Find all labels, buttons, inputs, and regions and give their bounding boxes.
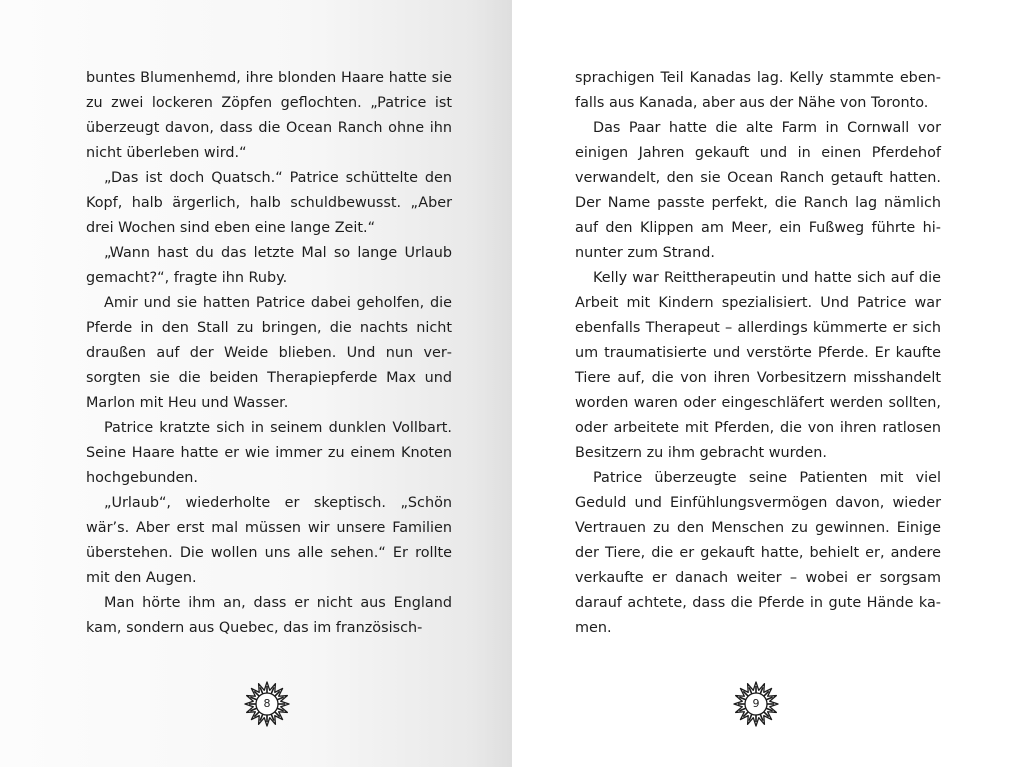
- paragraph: Patrice überzeugte seine Patienten mit viel Geduld und Einfühlungsvermögen davon, wieder Vertrauen zu den Menschen zu gewinnen. Einige der Tiere, die er gekauft hatte, behielt er, andere verkaufte er danach weiter – wobei er sorgsam darauf achtete, dass die Pferde in gute Hände kamen.: [575, 470, 941, 636]
- page-number-label: 8: [263, 697, 271, 710]
- paragraph: „Urlaub“, wiederholte er skeptisch. „Schön wär’s. Aber erst mal müssen wir unsere Familien überstehen. Die wollen uns alle sehen.“ Er rollte mit den Augen.: [86, 495, 452, 586]
- paragraph: sprachigen Teil Kanadas lag. Kelly stammte ebenfalls aus Kanada, aber aus der Nähe von Toronto.: [575, 70, 941, 111]
- right-page-text: [575, 66, 941, 641]
- paragraph: „Das ist doch Quatsch.“ Patrice schüttelte den Kopf, halb ärgerlich, halb schuldbewusst. „Aber drei Wochen sind eben eine lange Zeit.“: [86, 170, 452, 236]
- paragraph: Man hörte ihm an, dass er nicht aus England kam, sondern aus Quebec, das im französisch-: [86, 595, 452, 636]
- paragraph: „Wann hast du das letzte Mal so lange Urlaub gemacht?“, fragte ihn Ruby.: [86, 245, 452, 286]
- page-number-right: [733, 681, 779, 727]
- paragraph: Patrice kratzte sich in seinem dunklen Vollbart. Seine Haare hatte er wie immer zu einem Knoten hochgebunden.: [86, 420, 452, 486]
- page-number-left: [244, 681, 290, 727]
- right-page: [512, 0, 1024, 767]
- left-page-text: [86, 66, 452, 641]
- paragraph: Kelly war Reittherapeutin und hatte sich auf die Arbeit mit Kindern spezialisiert. Und Patrice war ebenfalls Therapeut – allerdings kümmerte er sich um traumatisierte und verstörte Pferde. Er kaufte Tiere auf, die von ihren Vorbesitzern misshandelt worden waren oder eingeschläfert werden sollten, oder arbeitete mit Pferden, die von ihren ratlosen Besitzern zu ihm gebracht wurden.: [575, 270, 941, 461]
- paragraph: Amir und sie hatten Patrice dabei geholfen, die Pferde in den Stall zu bringen, die nachts nicht draußen auf der Weide blieben. Und nun versorgten sie die beiden Therapiepferde Max und Marlon mit Heu und Wasser.: [86, 295, 452, 411]
- paragraph: Das Paar hatte die alte Farm in Cornwall vor einigen Jahren gekauft und in einen Pferdehof verwandelt, den sie Ocean Ranch getauft hatten. Der Name passte perfekt, die Ranch lag nämlich auf den Klippen am Meer, ein Fußweg führte hinunter zum Strand.: [575, 120, 941, 261]
- page-number-label: 9: [752, 697, 760, 710]
- paragraph: buntes Blumenhemd, ihre blonden Haare hatte sie zu zwei lockeren Zöpfen geflochten. „Patrice ist überzeugt davon, dass die Ocean Ranch ohne ihn nicht überleben wird.“: [86, 70, 452, 161]
